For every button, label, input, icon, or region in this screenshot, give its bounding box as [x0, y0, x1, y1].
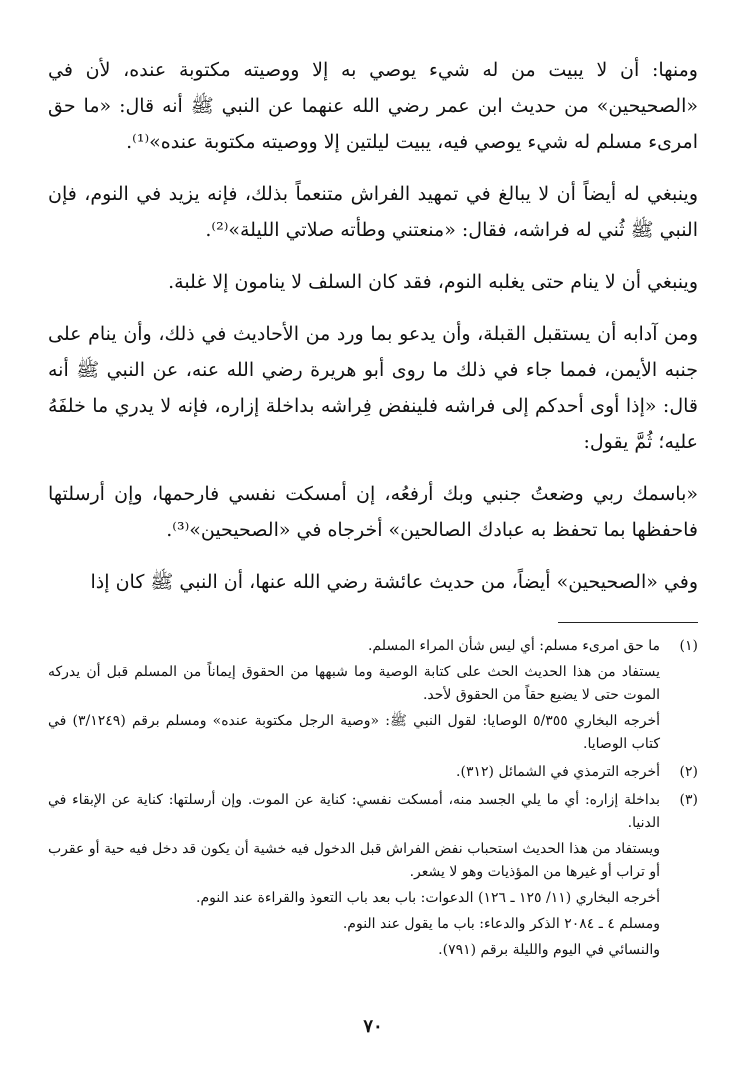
footnote-line: يستفاد من هذا الحديث الحث على كتابة الوصية وما شبهها من الحقوق إيماناً من المسلم قبل أن يدركه الموت حتى لا يضيع حقاً من الحقوق لأحد.: [48, 664, 660, 703]
footnote-body: [48, 761, 660, 787]
footnote-number: (٢): [679, 764, 698, 780]
footnotes: [48, 635, 698, 965]
footnote-number: (١): [679, 638, 698, 654]
footnote-line: أخرجه البخاري (١١/ ١٢٥ ـ ١٢٦) الدعوات: باب بعد باب التعوذ والقراءة عند النوم.: [196, 890, 660, 906]
paragraph-sleep-supplication: «باسمك ربي وضعتُ جنبي وبك أرفعُه، إن أمسكت نفسي فارحمها، وإن أرسلتها فاحفظها بما تحفظ به عبادك الصالحين» أخرجاه في «الصحيحين»⁽³⁾.: [48, 483, 698, 541]
footnote-2: [48, 761, 698, 787]
footnote-line: بداخلة إزاره: أي ما يلي الجسد منه، أمسكت نفسي: كناية عن الموت. وإن أرسلتها: كناية عن الإبقاء في الدنيا.: [48, 792, 660, 831]
footnote-line: أخرجه الترمذي في الشمائل (٣١٢).: [456, 764, 660, 780]
footnote-body: [48, 635, 660, 759]
footnote-line: ما حق امرىء مسلم: أي ليس شأن المراء المسلم.: [367, 638, 660, 654]
page-number: ٧٠: [363, 1016, 383, 1037]
footnote-line: ومسلم ٤ ـ ٢٠٨٤ الذكر والدعاء: باب ما يقول عند النوم.: [342, 916, 660, 932]
footnote-1: [48, 635, 698, 759]
paragraph-will-hadith: ومنها: أن لا يبيت من له شيء يوصي به إلا ووصيته مكتوبة عنده، لأن في «الصحيحين» من حديث ابن عمر رضي الله عنهما عن النبي ﷺ أنه قال: «ما حق امرىء مسلم له شيء يوصي فيه، يبيت ليلتين إلا ووصيته مكتوبة عنده»⁽¹⁾.: [48, 59, 698, 153]
footnote-line: والنسائي في اليوم والليلة برقم (٧٩١).: [438, 942, 660, 958]
footnote-divider: [558, 622, 698, 623]
paragraph-bed-preparation: وينبغي له أيضاً أن لا يبالغ في تمهيد الفراش متنعماً بذلك، فإنه يزيد في النوم، فإن النبي ﷺ ثُني له فراشه، فقال: «منعتني وطأته صلاتي الليلة»⁽²⁾.: [48, 183, 698, 241]
paragraph-sleep-etiquette: ومن آدابه أن يستقبل القبلة، وأن يدعو بما ورد من الأحاديث في ذلك، وأن ينام على جنبه الأيمن، فمما جاء في ذلك ما روى أبو هريرة رضي الله عنه، عن النبي ﷺ أنه قال: «إذا أوى أحدكم إلى فراشه فلينفض فِراشه بداخلة إزاره، فإنه لا يدري ما خلفَهُ عليه؛ ثُمَّ يقول:: [48, 323, 698, 453]
paragraph-aisha-hadith: وفي «الصحيحين» أيضاً، من حديث عائشة رضي الله عنها، أن النبي ﷺ كان إذا: [90, 571, 698, 593]
main-text: [48, 52, 698, 600]
paragraph-sleep-until-overcome: وينبغي أن لا ينام حتى يغلبه النوم، فقد كان السلف لا ينامون إلا غلبة.: [168, 271, 698, 293]
footnote-line: أخرجه البخاري ٥/٣٥٥ الوصايا: لقول النبي ﷺ: «وصية الرجل مكتوبة عنده» ومسلم برقم (٣/١٢٤٩) في كتاب الوصايا.: [48, 713, 660, 752]
footnote-body: [48, 789, 660, 965]
footnote-3: [48, 789, 698, 965]
book-page: [48, 52, 698, 967]
footnote-line: ويستفاد من هذا الحديث استحباب نفض الفراش قبل الدخول فيه خشية أن يكون قد دخل فيه حية أو عقرب أو تراب أو غيرها من المؤذيات وهو لا يشعر.: [48, 841, 660, 880]
footnote-number: (٣): [679, 792, 698, 808]
